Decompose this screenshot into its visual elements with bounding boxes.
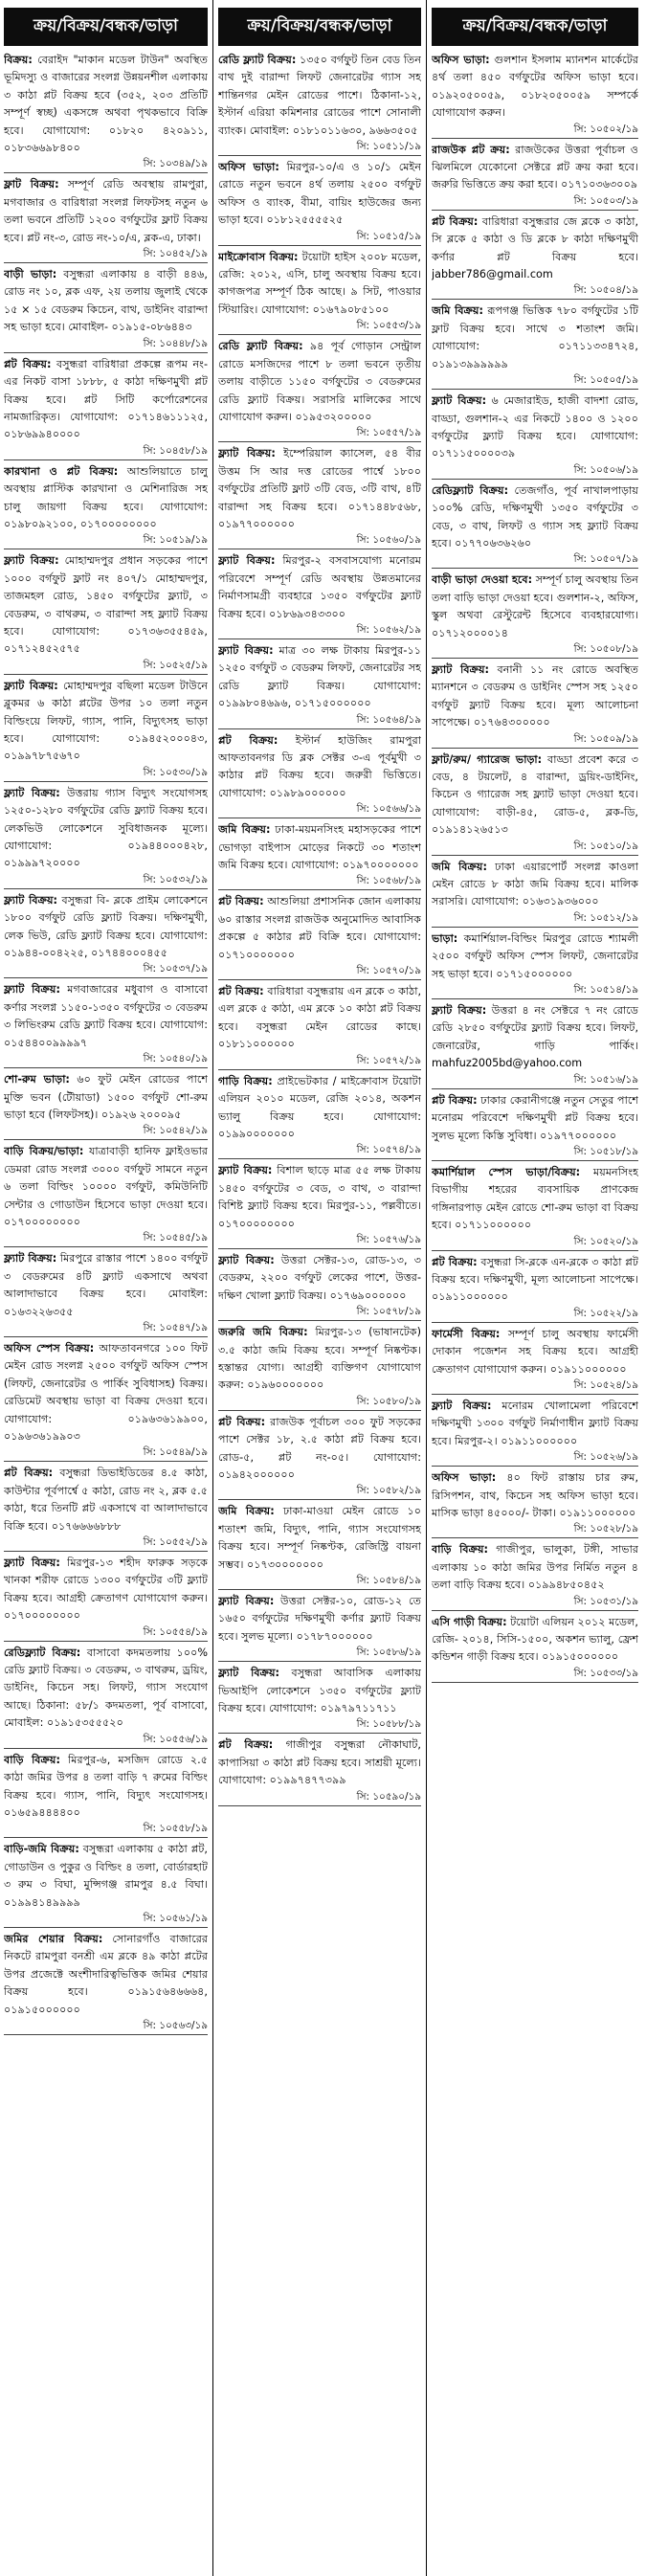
classified-ad xyxy=(4,52,208,173)
classified-ad xyxy=(218,1073,421,1160)
ad-body: উত্তরা সেক্টর-১৩, রোড-১৩, ৩ বেডরুম, ২২০০ বর্গফুট লেকের পাশে, উত্তর-দক্ষিণ খোলা ফ্ল্যাট বিক্রয়। ০১৭৬৯০০০০০০ xyxy=(218,1253,421,1302)
classified-ad xyxy=(4,1645,208,1749)
ad-code: সি: ১০৫২০/১৯ xyxy=(573,1235,638,1247)
classified-ad xyxy=(432,1092,638,1161)
ad-code: সি: ১০৫৩১/১৯ xyxy=(573,1595,638,1607)
ad-title: বাড়ি বিক্রয়: xyxy=(4,1753,60,1766)
ad-body: মোহাম্মদপুর বছিলা মডেল টাউনে ব্লুকমর ৬ কাঠা প্লটের উপর ১০ তলা নতুন বিল্ডিংয়ে লিফট, গ্যাস, পানি, বিদ্যুৎসহ ভাড়া হবে। যোগাযোগ: ০১৯৪৫২০০০৪৩, ০১৯৯৭৮৭৫৬৭০ xyxy=(4,679,208,763)
ad-title: ফ্ল্যাট বিক্রয়: xyxy=(432,662,490,676)
ad-code: সি: ১০৫৭০/১৯ xyxy=(356,965,421,977)
ad-title: ফ্ল্যাট বিক্রয়: xyxy=(218,447,276,460)
classified-ad xyxy=(432,1002,638,1089)
classified-ad xyxy=(432,661,638,749)
ad-title: বাড়ী ভাড়া দেওয়া হবে: xyxy=(432,573,533,587)
ad-title: গাড়ি বিক্রয়: xyxy=(218,1074,273,1087)
ad-title: জমি বিক্রয়: xyxy=(218,823,271,837)
ad-title: কমার্শিয়াল স্পেস ভাড়া/বিক্রয়: xyxy=(432,1165,581,1178)
ad-title: ফ্ল্যাট বিক্রয়: xyxy=(432,1004,487,1018)
ad-title: অফিস স্পেস বিক্রয়: xyxy=(4,1341,95,1355)
classified-ad xyxy=(218,893,421,980)
column-divider xyxy=(212,0,213,2576)
classified-ad xyxy=(4,356,208,460)
ad-title: জমি বিক্রয়: xyxy=(432,860,487,873)
column-header: ক্রয়/বিক্রয়/বন্ধক/ভাড়া xyxy=(432,8,638,46)
ad-body: কমার্শিয়াল-বিল্ডিং মিরপুর রোডে শ্যামলী ২৫০০ বর্গফুট অফিস স্পেস লিফট, জেনারেটর সহ ভাড়া হবে। ০১৭১৫০০০০০০ xyxy=(432,931,638,980)
ad-code: সি: ১০৫১৯/১৯ xyxy=(143,534,208,547)
ad-title: প্লট বিক্রয়: xyxy=(432,214,479,228)
classified-ad xyxy=(218,552,421,639)
classified-ad xyxy=(218,52,421,156)
ad-code: সি: ১০৫৭৬/১৯ xyxy=(356,1233,421,1245)
ad-title: কারখানা ও প্লট বিক্রয়: xyxy=(4,464,119,478)
ad-title: ফ্ল্যাট বিক্রয়: xyxy=(4,554,59,568)
ad-body: ৯৪ পূর্ব গোড়ান সেন্ট্রাল রোডে মসজিদের পাশে ৮ তলা ভবনে তৃতীয় তলায় বাড়ীতে ১১৫০ বর্গফুটের ৩ বেডরুমের রেডি ফ্ল্যাট বিক্রয়। সরাসরি মালিকের সাথে যোগাযোগ করুন। ০১৯৫৩২০০০০০ xyxy=(218,340,421,423)
ad-body: মিরপুর-২ বসবাসযোগ্য মনোরম পরিবেশে সম্পূর্ণ রেডি অবস্থায় উন্নতমানের নির্মাণসামগ্রী ব্যবহারে ১৩৫০ বর্গফুটের ফ্ল্যাট বিক্রয় হবে। ০১৮৬৯৩৪৩৩০০ xyxy=(218,554,421,620)
classified-ad xyxy=(4,1465,208,1552)
classified-ad xyxy=(4,266,208,353)
ad-body: তেজগাঁও, পূর্ব নাখালপাড়ায় ১০০% রেডি, দক্ষিণমুখী ১৩৫০ বর্গফুটের ৩ বেড, ৩ বাথ, লিফট ও গ্যাস সহ ফ্ল্যাট বিক্রয় হবে। ০১৭৭০৬৩৬২৬০ xyxy=(432,483,638,549)
ad-title: অফিস ভাড়া: xyxy=(432,1471,497,1485)
ad-body: বারিধারা বসুন্ধরায় এন ব্লকে ৩ কাঠা, এল ব্লকে ৫ কাঠা, এম ব্লকে ১০ কাঠা প্লট বিক্রয় হবে। বসুন্ধরা মেইন রোডের কাছে। ০১৮১১০০০০০০ xyxy=(218,985,421,1051)
ad-title: প্লট বিক্রয়: xyxy=(218,985,264,998)
ad-code: সি: ১০৫৩৩/১৯ xyxy=(573,1667,638,1679)
classified-column-1 xyxy=(4,0,208,2576)
classified-ad xyxy=(218,821,421,890)
classified-ad xyxy=(432,213,638,301)
ad-title: ভাড়া: xyxy=(432,931,458,945)
ad-code: সি: ১০৫২৪/১৯ xyxy=(573,1378,638,1391)
ad-code: সি: ১০৫১৫/১৯ xyxy=(356,230,421,242)
ad-code: সি: ১০৫১২/১৯ xyxy=(573,911,638,924)
ad-title: অফিস ভাড়া: xyxy=(218,161,279,174)
ad-title: অফিস ভাড়া: xyxy=(432,54,490,66)
classified-ad xyxy=(218,1414,421,1501)
classified-ad xyxy=(432,859,638,928)
classified-column-3 xyxy=(432,0,638,2576)
column-header: ক্রয়/বিক্রয়/বন্ধক/ভাড়া xyxy=(4,8,208,46)
ad-code: সি: ১০৫০২/১৯ xyxy=(573,123,638,135)
ad-code: সি: ১০৫৭৮/১৯ xyxy=(356,1306,421,1318)
ad-title: ফ্ল্যাট বিক্রয়: xyxy=(4,893,58,907)
classified-ad xyxy=(4,552,208,674)
classified-ad xyxy=(218,1162,421,1249)
ad-code: সি: ১০৫৮৬/১৯ xyxy=(356,1646,421,1659)
ad-body: উত্তরা সেক্টর-১০, রোড-১২ তে ১৬৫০ বর্গফুটের দক্ষিণমুখী কর্ণার ফ্ল্যাট বিক্রয় হবে। সুলভ মূল্যে। ০১৭৮৭০০০০০০ xyxy=(218,1595,421,1643)
ad-code: সি: ১০৫৬৮/১৯ xyxy=(356,875,421,887)
ad-title: ফ্ল্যাট বিক্রয়: xyxy=(218,554,276,568)
ad-body: ঢাকা এয়ারপোর্ট সংলগ্ন কাওলা মেইন রোডে ৮ কাঠা জমি বিক্রয় হবে। মালিক সরাসরি। যোগাযোগ: ০১৬৩১৯৩৬০০০ xyxy=(432,860,638,908)
ad-code: সি: ১০৫৬১/১৯ xyxy=(143,1912,208,1924)
ad-title: ফ্ল্যাট বিক্রয়: xyxy=(4,786,60,799)
ad-body: আশুলিয়া প্রশাসনিক জোন এলাকায় ৬০ রাস্তার সংলগ্ন রাজউক অনুমোদিত আবাসিক প্রকল্পে ৫ কাঠার প্লট বিক্রি হবে। যোগাযোগ: ০১৭১০০০০০০০ xyxy=(218,895,421,961)
classified-ad xyxy=(432,1254,638,1323)
classified-ad xyxy=(4,1555,208,1642)
classified-ad xyxy=(218,159,421,246)
ad-code: সি: ১০৫৮৮/১৯ xyxy=(356,1718,421,1731)
ad-code: সি: ১০৫৫২/১৯ xyxy=(143,1536,208,1549)
ad-title: ফ্ল্যাট বিক্রয়: xyxy=(218,1667,280,1680)
ad-code: সি: ১০৫১৪/১৯ xyxy=(573,984,638,997)
ad-code: সি: ১০৫২৮/১৯ xyxy=(573,1523,638,1535)
ad-code: সি: ১০৫০৯/১৯ xyxy=(573,732,638,745)
ad-body: ঢাকার কেরানীগঞ্জে নতুন সেতুর পাশে মনোরম পরিবেশে দক্ষিণমুখী প্লট বিক্রয় হবে। সুলভ মূল্যে কিস্তি সুবিধা। ০১৯৭৭০০০০০০ xyxy=(432,1093,638,1142)
ad-title: প্লট বিক্রয়: xyxy=(218,895,264,908)
ad-code: সি: ১০৫৬৬/১৯ xyxy=(356,803,421,816)
classified-ad xyxy=(218,249,421,336)
ad-title: বাড়ি বিক্রয়: xyxy=(432,1543,489,1557)
ad-body: গাজীপুর বসুন্ধরা নৌকাঘাট, কাপাসিয়া ৩ কাঠা প্লট বিক্রয় হবে। সাশ্রয়ী মূল্যে। যোগাযোগ: ০১৯৯৭৪৭৭৩৯৯ xyxy=(218,1738,421,1787)
ad-code: সি: ১০৫০৫/১৯ xyxy=(573,374,638,387)
classified-ad xyxy=(4,1340,208,1462)
classified-ad xyxy=(4,1841,208,1928)
ad-body: সম্পূর্ণ চালু অবস্থায় ফার্মেসী দোকান পজেশন সহ বিক্রয় হবে। আগ্রহী ক্রেতাগণ যোগাযোগ করুন। ০১৯১১০০০০০০ xyxy=(432,1327,638,1376)
ad-code: সি: ১০৫৪৯/১৯ xyxy=(143,1446,208,1459)
ad-code: সি: ১০৪৫২/১৯ xyxy=(143,248,208,260)
ad-body: উত্তরায় গ্যাস বিদ্যুৎ সংযোগসহ ১২৫০-১২৮০ বর্গফুটের রেডি ফ্ল্যাট বিক্রয় হবে। লেকভিউ লোকেশনে সুবিধাজনক মূল্যে। যোগাযোগ: ০১৯৪৪০০০৪২৮, ০১৯৯৯৭২০০০০ xyxy=(4,786,208,870)
ad-title: ফ্ল্যাট বিক্রয়: xyxy=(218,1164,273,1177)
ad-title: প্লট বিক্রয়: xyxy=(218,1415,266,1428)
classified-ad xyxy=(432,1541,638,1610)
classified-ad xyxy=(432,751,638,856)
ad-code: সি: ১০৫৮৪/১৯ xyxy=(356,1575,421,1587)
ad-code: সি: ১০৫০৪/১৯ xyxy=(573,284,638,297)
classified-ad xyxy=(432,930,638,999)
ad-title: প্লট বিক্রয়: xyxy=(218,733,278,747)
ad-body: মিরপুর-১০/এ ও ১০/১ মেইন রোডে নতুন ভবনে ৪র্থ তলায় ২৫০০ বর্গফুট অফিস ও ব্যাংক, বীমা, বায়িং হাউজের জন্য ভাড়া হবে। ০১৮১২৫৫৫৫২৫ xyxy=(218,161,421,227)
ad-code: সি: ১০৫২২/১৯ xyxy=(573,1307,638,1319)
ad-title: জরুরি জমি বিক্রয়: xyxy=(218,1326,308,1339)
ad-title: প্লট বিক্রয়: xyxy=(218,1738,274,1752)
ad-title: প্লট বিক্রয়: xyxy=(4,357,52,370)
ad-body: মগবাজারের মধুবাগ ও বাসাবো কর্ণার সংলগ্ন ১১৫০-১৩৫০ বর্গফুটের ৩ বেডরুম ৩ লিভিংরুম রেডি ফ্ল্যাট বিক্রয় হবে। যোগাযোগ: ০১৫৪৪০০৯৯৯৯৭ xyxy=(4,983,208,1049)
ad-title: বাড়ি-জমি বিক্রয়: xyxy=(4,1843,79,1856)
ad-body: ১৩৫০ বর্গফুট তিন বেড তিন বাথ দুই বারান্দা লিফট জেনারেটর গ্যাস সহ শান্তিনগর মেইন রোডের পাশে। ঠিকানা-১২, ইস্টার্ন এরিয়া কমিশনার রোডের পাশে সোনালী ব্যাংক। মোবাইল: ০১৮১০১১৬৩০, ৯৬৬৩৫০৫ xyxy=(218,54,421,137)
ad-title: রেডি ফ্ল্যাট বিক্রয়: xyxy=(218,54,297,66)
ad-code: সি: ১০৩৪৯/১৯ xyxy=(143,158,208,170)
ad-code: সি: ১০৫০৩/১৯ xyxy=(573,194,638,207)
ad-body: ময়মনসিংহ বিভাগীয় শহরের ব্যবসায়িক প্রাণকেন্দ্র গঙ্গিনারপাড় মেইন রোডে শো-রুম ভাড়া বা বিক্রয় হবে। ০১৭১১০০০০০০ xyxy=(432,1165,638,1232)
classified-ad xyxy=(4,176,208,263)
classified-ad xyxy=(218,1665,421,1734)
ad-body: বেরাইদ "মাকান মডেল টাউন" অবস্থিত ভূমিদস্যু ও বাজারের সংলগ্ন উন্নয়নশীল এলাকায় ৩ কাঠা প্লট বিক্রয় হবে (৩৫২, ২০৩ প্রতিটি সম্পূর্ণ স্বচ্ছ) একসঙ্গে অথবা পৃথকভাবে বিক্রি হবে। যোগাযোগ: ০১৮২০ ৪২০৯১১, ০১৮৩৬৬৯৮৪০০ xyxy=(4,54,208,155)
ad-body: প্রাইভেটকার / মাইক্রোবাস টয়োটা এলিয়ন ২০১০ মডেল, রেজি ২০১৪, অকশন ভ্যালু বিক্রয় হবে। যোগাযোগ: ০১৯৯০০০০০০০ xyxy=(218,1074,421,1140)
classified-ad xyxy=(432,1164,638,1251)
ad-body: ইস্টার্ন হাউজিং রামপুরা আফতাবনগর ডি ব্লক সেক্টর ৩-এ পূর্বমুখী ৩ কাঠার প্লট বিক্রয় হবে। জরুরী ভিত্তিতে। যোগাযোগ: ০১৯৮৯০০০০০০ xyxy=(218,733,421,799)
ad-code: সি: ১০৫৪০/১৯ xyxy=(143,1053,208,1065)
ad-code: সি: ১০৪৪৮/১৯ xyxy=(143,337,208,349)
ad-code: সি: ১০৫৩০/১৯ xyxy=(143,766,208,778)
ad-code: সি: ১০৫৭৪/১৯ xyxy=(356,1144,421,1156)
ad-title: মাইক্রোবাস বিক্রয়: xyxy=(218,250,299,263)
ad-body: বনানী ১১ নং রোডে অবস্থিত ম্যানশনে ৩ বেডরুম ও ডাইনিং স্পেস সহ ১২৫০ বর্গফুট ফ্ল্যাট বিক্রয় হবে। মূল্য আলোচনা সাপেক্ষে। ০১৭৬৪৩০০০০০ xyxy=(432,662,638,729)
classified-ad xyxy=(432,142,638,211)
ad-code: সি: ১০৫১৬/১৯ xyxy=(573,1073,638,1086)
ad-body: মিরপুর-৬, মসজিদ রোডে ২.৫ কাঠা জমির উপর ৪ তলা বাড়ি ৭ রুমের বিল্ডিং বিক্রয় হবে। গ্যাস, পানি, বিদ্যুৎ সংযোগসহ। ০১৬৫৯৪৪৪৪০০ xyxy=(4,1753,208,1819)
ad-title: প্লট বিক্রয়: xyxy=(4,1467,54,1480)
ad-body: সম্পূর্ণ রেডি অবস্থায় রামপুরা, মগবাজার ও বারিধারা সংলগ্ন লিফটসহ নতুন ৬ তলা ভবনে প্রতিটি ১২০০ বর্গফুটের ফ্লাট বিক্রয় হবে। প্লট নং-৩, রোড নং-১০/এ, ব্লক-এ, ঢাকা। xyxy=(4,178,208,244)
ad-body: বসুন্ধরা এলাকায় ৪ বাড়ী ৪৪৬, রোড নং ১০, ব্লক এফ, ২য় তলায় জুলাই থেকে ১৫ × ১৫ বেডরুম কিচেন, বাথ, ডাইনিং বারান্দা সহ ভাড়া হবে। মোবাইল- ০১৯১৫-০৮৬৪৪৩ xyxy=(4,268,208,334)
ad-body: ৬০ ফুট মেইন রোডের পাশে মুক্তি ভবন (টৌয়াডা) ১৫০০ বর্গফুট শো-রুম ভাড়া হবে (লিফটসহ)। ০১৯২৬ ২০০০৯৫ xyxy=(4,1073,208,1121)
ad-body: সোনারগাঁও বাজারের নিকটে রামপুরা বনশ্রী এম ব্লকে ৪৯ কাঠা প্লটের উপর প্রজেক্টে অংশীদারিত্বভিত্তিক জমির শেয়ার বিক্রয় হবে। ০১৯১৫৬৪৬৬৬৪, ০১৯১৫০০০০০০ xyxy=(4,1932,208,2016)
column-header: ক্রয়/বিক্রয়/বন্ধক/ভাড়া xyxy=(218,8,421,46)
ad-body: উত্তরা ৪ নং সেক্টরে ৭ নং রোডে রেডি ২৮৫০ বর্গফুটের ফ্ল্যাট বিক্রয় হবে। লিফট, জেনারেটর, গাড়ি পার্কিং। mahfuz2005bd@yahoo.com xyxy=(432,1004,638,1070)
classified-ad xyxy=(218,1593,421,1662)
classified-ad xyxy=(432,1614,638,1683)
ad-title: ফ্লাট/রুম/ গ্যারেজ ভাড়া: xyxy=(432,752,543,766)
ad-code: সি: ১০৫৪২/১৯ xyxy=(143,1125,208,1137)
ad-code: সি: ১০৫০৬/১৯ xyxy=(573,463,638,476)
ad-title: বাড়ি বিক্রয়/ভাড়া: xyxy=(4,1145,84,1158)
ad-code: সি: ১০৫২৫/১৯ xyxy=(143,659,208,671)
ad-code: সি: ১০৫৮০/১৯ xyxy=(356,1395,421,1407)
classified-ad xyxy=(432,571,638,659)
ad-code: সি: ১০৫৫৭/১৯ xyxy=(356,427,421,439)
ad-code: সি: ১০৫৩২/১৯ xyxy=(143,873,208,885)
column-divider xyxy=(426,0,427,2576)
ad-code: সি: ১০৫৪৭/১৯ xyxy=(143,1321,208,1333)
classified-ad xyxy=(432,392,638,480)
classified-ad xyxy=(4,1931,208,2035)
ad-code: সি: ১০৫৫৬/১৯ xyxy=(143,1733,208,1745)
classified-ad xyxy=(4,1250,208,1337)
ad-title: জমি বিক্রয়: xyxy=(432,304,483,318)
ad-title: ফ্ল্যাট বিক্রয়: xyxy=(432,394,487,408)
ad-title: এসি গাড়ী বিক্রয়: xyxy=(432,1615,507,1628)
ad-body: রাজউকের উত্তরা পূর্বাচল ও ঝিলমিলে যেকোনো সেক্টরে প্লট ক্রয় করা হবে। জরুরি ভিত্তিতে ক্রয় করা হবে। ০১৭১০৩৬৩০০৯ xyxy=(432,143,638,191)
classified-ad xyxy=(4,981,208,1068)
classified-ad xyxy=(218,1324,421,1411)
ad-body: বসুন্ধরা এলাকায় ৫ কাঠা প্লট, গোডাউন ও পুকুর ও বিল্ডিং ৪ তলা, বোর্ডারহাট ৩ রুম ৩ বিঘা, মুন্সিগঞ্জ রামপুর ৪.৫ বিঘা। ০১৯৯৪১৪৯৯৯৯ xyxy=(4,1843,208,1909)
ad-body: ঢাকা-ময়মনসিংহ মহাসড়কের পাশে ভোগড়া বাইপাস মোড়ের নিকটে ৩০ শতাংশ জমি বিক্রয় হবে। যোগাযোগ: ০১৯৭০০০০০০০ xyxy=(218,823,421,872)
ad-code: সি: ১০৫১৮/১৯ xyxy=(573,1145,638,1157)
ad-code: সি: ১০৫৩৭/১৯ xyxy=(143,963,208,975)
ad-body: মিরপুর-১৩ (ভাষানটেক) ৩.৫ কাঠা জমি বিক্রয় হবে। সম্পূর্ণ নিষ্কণ্টক। হস্তান্তর যোগ্য। আগ্রহী ব্যক্তিগণ যোগাযোগ করুন: ০১৯৬০০০০০০০ xyxy=(218,1326,421,1392)
classified-ad xyxy=(432,302,638,390)
ad-code: সি: ১০৫১০/১৯ xyxy=(573,840,638,852)
ad-title: প্লট বিক্রয়: xyxy=(432,1093,478,1107)
ad-body: বাড্ডা প্রবেশ করে ৩ বেড, ৪ টয়লেট, ৪ বারান্দা, ড্রয়িং-ডাইনিং, কিচেন ও গ্যারেজ সহ ফ্ল্যাট ভাড়া দেওয়া হবে। যোগাযোগ: বাড়ী-৪৫, রোড-৫, ব্লক-ডি, ০১৯১৪১২৬৫১৩ xyxy=(432,752,638,837)
classified-ad xyxy=(432,1469,638,1538)
ad-body: ৬ মেজারাইড, হাজী বাদশা রোড, বাড্ডা, গুলশান-২ এর নিকটে ১৪০০ ও ১২০০ বর্গফুটের ফ্ল্যাট বিক্রয় হবে। যোগাযোগ: ০১৭১১৫০০০০৩৯ xyxy=(432,394,638,460)
ad-body: বসুন্ধরা বি- ব্লকে প্রাইম লোকেশনে ১৮০০ বর্গফুট রেডি ফ্ল্যাট বিক্রয়। দক্ষিণমুখী, লেক ভিউ, রেডি ফ্ল্যাট বিক্রয় হবে। যোগাযোগ: ০১৯৪৪-০০৪২২৫, ০১৭৪৪০০০৪৫৫ xyxy=(4,893,208,960)
ad-body: টয়োটা এলিয়ন ২০১২ মডেল, রেজি- ২০১৪, সিসি-১৫০০, অকশন ভ্যালু, ফ্রেশ কন্ডিশন গাড়ী বিক্রয় হবে। ০১৯১৫০০০০০০ xyxy=(432,1615,638,1664)
classified-ad xyxy=(218,338,421,442)
ad-body: মাত্র ৩০ লক্ষ টাকায় মিরপুর-১১ ১২৫০ বর্গফুট ৩ বেডরুম লিফট, জেনারেটর সহ রেডি ফ্ল্যাট বিক্রয়। যোগাযোগ: ০১৯৯৮০৪৬৯৬, ০১৭১৫০০০০০০ xyxy=(218,643,421,710)
ad-title: ফার্মেসী বিক্রয়: xyxy=(432,1327,501,1340)
ad-title: ফ্ল্যাট বিক্রয়: xyxy=(4,1252,57,1266)
classified-ad xyxy=(218,1736,421,1805)
ad-code: সি: ১০৫৮২/১৯ xyxy=(356,1485,421,1497)
ad-body: রূপগঞ্জ ভিত্তিক ৭৮০ বর্গফুটের ১টি ফ্লাট বিক্রয় হবে। সাথে ৩ শতাংশ জমি। যোগাযোগ: ০১৭১১৩৩৪৭২৪, ০১৯১৩৯৯৯৯৯৯ xyxy=(432,304,638,370)
classified-ad xyxy=(218,642,421,729)
ad-body: বাসাবো কদমতলায় ১০০% রেডি ফ্ল্যাট বিক্রয়। ৩ বেডরুম, ৩ বাথরুম, ড্রয়িং, ডাইনিং, কিচেন সহ। লিফট, গ্যাস সংযোগ আছে। ঠিকানা: ৫৮/১ কদমতলা, পূর্ব বাসাবো, মোবাইল: ০১৯১৫৩৫৫৫২০ xyxy=(4,1646,208,1730)
ad-title: জমি বিক্রয়: xyxy=(218,1505,275,1518)
ad-body: মিরপুরে রাস্তার পাশে ১৪০০ বর্গফুট ৩ বেডরুমের ৪টি ফ্ল্যাট একসাথে অথবা আলাদাভাবে বিক্রয় হবে। মোবাইল: ০১৬৩২২৬৩৫৫ xyxy=(4,1252,208,1318)
ad-code: সি: ১০৫২৬/১৯ xyxy=(573,1451,638,1464)
classified-ad xyxy=(432,1326,638,1395)
ad-code: সি: ১০৫৫৩/১৯ xyxy=(356,320,421,332)
ad-body: ইম্পেরিয়াল ক্যাসেল, ৫৪ বীর উত্তম সি আর দত্ত রোডের পার্শ্বে ১৮০০ বর্গফুটের প্রতিটি ফ্লাট ৩টি বেড, ৩টি বাথ, ৪টি বারান্দা সহ বিক্রয় হবে। ০১৭১৪৪৮৫৬৮, ০১৯৭৭০০০০০০ xyxy=(218,447,421,530)
ad-body: ৪০ ফিট রাস্তায় চার রুম, রিসিপশন, বাথ, কিচেন সহ অফিস ভাড়া হবে। মাসিক ভাড়া ৪৫০০০/- টাকা। ০১৯১১০০০০০০ xyxy=(432,1471,638,1519)
ad-body: বসুন্ধরা সি-ব্লকে এন-ব্লকে ৩ কাঠা প্লট বিক্রয় হবে। দক্ষিণমুখী, মূল্য আলোচনা সাপেক্ষে। ০১৯১১০০০০০০ xyxy=(432,1255,638,1304)
ad-code: সি: ১০৫৬৩/১৯ xyxy=(143,2019,208,2031)
ad-code: সি: ১০৫৫৪/১৯ xyxy=(143,1625,208,1638)
ad-body: বসুন্ধরা বারিধারা প্রকল্পে রূপম নং-এর নিকট বাসা ১৮৮৮, ৫ কাঠা দক্ষিণমুখী প্লট বিক্রয় হবে। প্লট সিটি কর্পোরেশনের নামজারিকৃত। যোগাযোগ: ০১৭১৪৬১১১২৫, ০১৮৬৯৯৪০০০০ xyxy=(4,357,208,441)
ad-body: মনোরম খোলামেলা পরিবেশে দক্ষিণমুখী ১৩০০ বর্গফুট নির্মাণাধীন ফ্ল্যাট বিক্রয় হবে। মিরপুর-২। ০১৯১১০০০০০০ xyxy=(432,1399,638,1447)
classified-ad xyxy=(218,1252,421,1321)
ad-body: ঢাকা-মাওয়া মেইন রোডে ১০ শতাংশ জমি, বিদ্যুৎ, পানি, গ্যাস সংযোগসহ বিক্রয় হবে। সম্পূর্ণ নিষ্কণ্টক, রেজিস্ট্রি বায়না সম্ভব। ০১৭৩০০০০০০০ xyxy=(218,1505,421,1571)
ad-body: যাত্রাবাড়ী হানিফ ফ্লাইওভার ডেমরা রোড সংলগ্ন ৩০০০ বর্গফুট সামনে নতুন ৬ তলা বিল্ডিং ১০০০০ বর্গফুট, কমিউনিটি সেন্টার ও গোডাউন হিসেবে ভাড়া দেওয়া হবে। ০১৭০০০০০০০০ xyxy=(4,1145,208,1228)
ad-title: জমির শেয়ার বিক্রয়: xyxy=(4,1932,103,1945)
classified-ad xyxy=(218,732,421,819)
classified-ad xyxy=(218,445,421,549)
ad-code: সি: ১০৫৭২/১৯ xyxy=(356,1054,421,1066)
ad-title: ফ্ল্যাট বিক্রয়: xyxy=(218,1253,275,1266)
ad-title: শো-রুম ভাড়া: xyxy=(4,1073,70,1086)
ad-body: বিশাল ছাড়ে মাত্র ৫৫ লক্ষ টাকায় ১৪৫০ বর্গফুটের ৩ বেড, ৩ বাথ, ৩ বারান্দা বিশিষ্ট ফ্ল্যাট বিক্রয় হবে। মিরপুর-১১, পল্লবীতে। ০১৭০০০০০০০০ xyxy=(218,1164,421,1230)
classified-ad xyxy=(4,1143,208,1247)
classified-ad xyxy=(4,463,208,550)
classified-ad xyxy=(4,1071,208,1140)
ad-body: বসুন্ধরা আবাসিক এলাকায় ভিআইপি লোকেশনে ১৩৫০ বর্গফুটের ফ্ল্যাট বিক্রয় হবে। যোগাযোগ: ০১৯৭৯৭১১৭১১ xyxy=(218,1667,421,1715)
ad-title: রেডিফ্ল্যাট বিক্রয়: xyxy=(4,1646,81,1659)
ad-title: ফ্লাট বিক্রয়: xyxy=(4,178,59,191)
classified-ad xyxy=(4,785,208,889)
classified-ad xyxy=(432,1398,638,1467)
ad-code: সি: ১০৫৯০/১৯ xyxy=(356,1790,421,1803)
ad-body: আশুলিয়াতে চালু অবস্থায় প্লাস্টিক কারখানা ও মেশিনারিজ সহ চালু জায়গা বিক্রয় হবে। যোগাযোগ: ০১৯৮০৯২১০০, ০১৭০০০০০০০০ xyxy=(4,464,208,530)
ad-code: সি: ১০৫০৮/১৯ xyxy=(573,642,638,655)
ad-body: মোহাম্মদপুর প্রধান সড়কের পাশে ১০০০ বর্গফুট ফ্লাট নং ৪০৭/১ মোহাম্মদপুর, তাজমহল রোড, ১৪৫০ বর্গফুটের ফ্ল্যাট, ৩ বেডরুম, ৩ বাথরুম, ৩ বারান্দা সহ ফ্ল্যাট বিক্রয় হবে। যোগাযোগ: ০১৭৩৬৩৫৫৪৫৯, ০১৭১২৪৫২৫৭৫ xyxy=(4,554,208,656)
ad-title: প্লট বিক্রয়: xyxy=(432,1255,478,1268)
classified-ad xyxy=(432,482,638,570)
classified-ad xyxy=(4,892,208,979)
classified-ad xyxy=(218,1503,421,1590)
ad-code: সি: ১০৫৬০/১৯ xyxy=(356,534,421,547)
ad-body: গাজীপুর, ভালুকা, টঙ্গী, সাভার এলাকায় ১০ কাঠা জমির উপর নির্মিত নতুন ৪ তলা বাড়ি বিক্রয় হবে। ০১৯৯৪৮৫০৪৫২ xyxy=(432,1543,638,1592)
ad-code: সি: ১০৫৬২/১৯ xyxy=(356,623,421,636)
ad-code: সি: ১০৪৫৮/১৯ xyxy=(143,444,208,457)
ad-title: ফ্ল্যাট বিক্রয়: xyxy=(218,643,274,657)
ad-body: বারিধারা বসুন্ধরার জে ব্লকে ৩ কাঠা, সি ব্লকে ৫ কাঠা ও ডি ব্লকে ৮ কাঠা দক্ষিণমুখী কর্ণার প্লট বিক্রয় হবে। jabber786@gmail.com xyxy=(432,214,638,281)
ad-body: রাজউক পূর্বাচল ৩০০ ফুট সড়কের পাশে সেক্টর ১৮, ২.৫ কাঠা প্লট বিক্রয় হবে। রোড-৫, প্লট নং-০৫। যোগাযোগ: ০১৯৪২০০০০০০ xyxy=(218,1415,421,1481)
ad-title: ফ্ল্যাট বিক্রয়: xyxy=(4,1557,60,1570)
classified-ad xyxy=(218,983,421,1070)
classified-column-2 xyxy=(218,0,421,2576)
ad-code: সি: ১০৫৪৫/১৯ xyxy=(143,1232,208,1244)
ad-code: সি: ১০৫১১/১৯ xyxy=(356,141,421,153)
ad-title: ফ্ল্যাট বিক্রয়: xyxy=(218,1595,275,1608)
ad-body: সম্পূর্ণ চালু অবস্থায় তিন তলা বাড়ি ভাড়া দেওয়া হবে। গুলশান-২, অফিস, স্কুল অথবা রেস্টুরেন্ট হিসেবে ব্যবহারযোগ্য। ০১৭১২০০০০১৪ xyxy=(432,573,638,639)
classified-ad xyxy=(432,52,638,139)
ad-title: ফ্ল্যাট বিক্রয়: xyxy=(4,983,60,997)
ad-body: গুলশান ইসলাম ম্যানশন মার্কেটের ৪র্থ তলা ৪৫০ বর্গফুটের অফিস ভাড়া হবে। ০১৯২০৫০০৫৯, ০১৮২০৫০০৫৯ সম্পর্কে যোগাযোগ করুন। xyxy=(432,54,638,120)
ad-body: টয়োটা হাইস ২০০৮ মডেল, রেজি: ২০১২, এসি, চালু অবস্থায় বিক্রয় হবে। কাগজপত্র সম্পূর্ণ ঠিক আছে। ৯ সিট, পাওয়ার স্টিয়ারিং। যোগাযোগ: ০১৬৭৯০৮৫১০০ xyxy=(218,250,421,316)
ad-body: আফতাবনগরে ১০০ ফিট মেইন রোড সংলগ্ন ২৫০০ বর্গফুট অফিস স্পেস (লিফট, জেনারেটর ও পার্কিং সুবিধাসহ) বিক্রয়। রেডিমেট অবস্থায় ভাড়া বা বিক্রয় দেওয়া হবে। যোগাযোগ: ০১৯৬৩৬১৯৯০০, ০১৯৬৩৬১৯৯০৩ xyxy=(4,1341,208,1443)
ad-body: বসুন্ধরা ডিভাইডিডের ৪.৫ কাঠা, কাউন্টার পূর্বপার্শ্বে ৫ কাঠা, রোড নং ২, ব্লক ৫.৫ কাঠা, ধরে তিনটি প্লট একসাথে বা আলাদাভাবে বিক্রি হবে। ০১৭৬৬৬৬৮৮৮ xyxy=(4,1467,208,1533)
ad-title: বাড়ী ভাড়া: xyxy=(4,268,57,281)
ad-code: সি: ১০৫০৭/১৯ xyxy=(573,553,638,566)
ad-title: রাজউক প্লট ক্রয়: xyxy=(432,143,510,156)
classified-ad xyxy=(4,1752,208,1839)
ad-title: বিক্রয়: xyxy=(4,54,33,66)
ad-title: রেডিফ্ল্যাট বিক্রয়: xyxy=(432,483,509,497)
ad-title: রেডি ফ্ল্যাট বিক্রয়: xyxy=(218,340,303,353)
ad-title: ফ্ল্যাট বিক্রয়: xyxy=(4,679,58,692)
ad-code: সি: ১০৫৫৮/১৯ xyxy=(143,1823,208,1835)
classified-ad xyxy=(4,678,208,782)
ad-body: মিরপুর-১৩ শহীদ ফারুক সড়কে খানকা শরীফ রোডে ১৩০০ বর্গফুটের ৩টি ফ্ল্যাট বিক্রয় হবে। আগ্রহী ক্রেতাগণ যোগাযোগ করুন। ০১৭০০০০০০০০ xyxy=(4,1557,208,1623)
ad-code: সি: ১০৫৬৪/১৯ xyxy=(356,713,421,726)
ad-title: ফ্ল্যাট বিক্রয়: xyxy=(432,1399,492,1412)
